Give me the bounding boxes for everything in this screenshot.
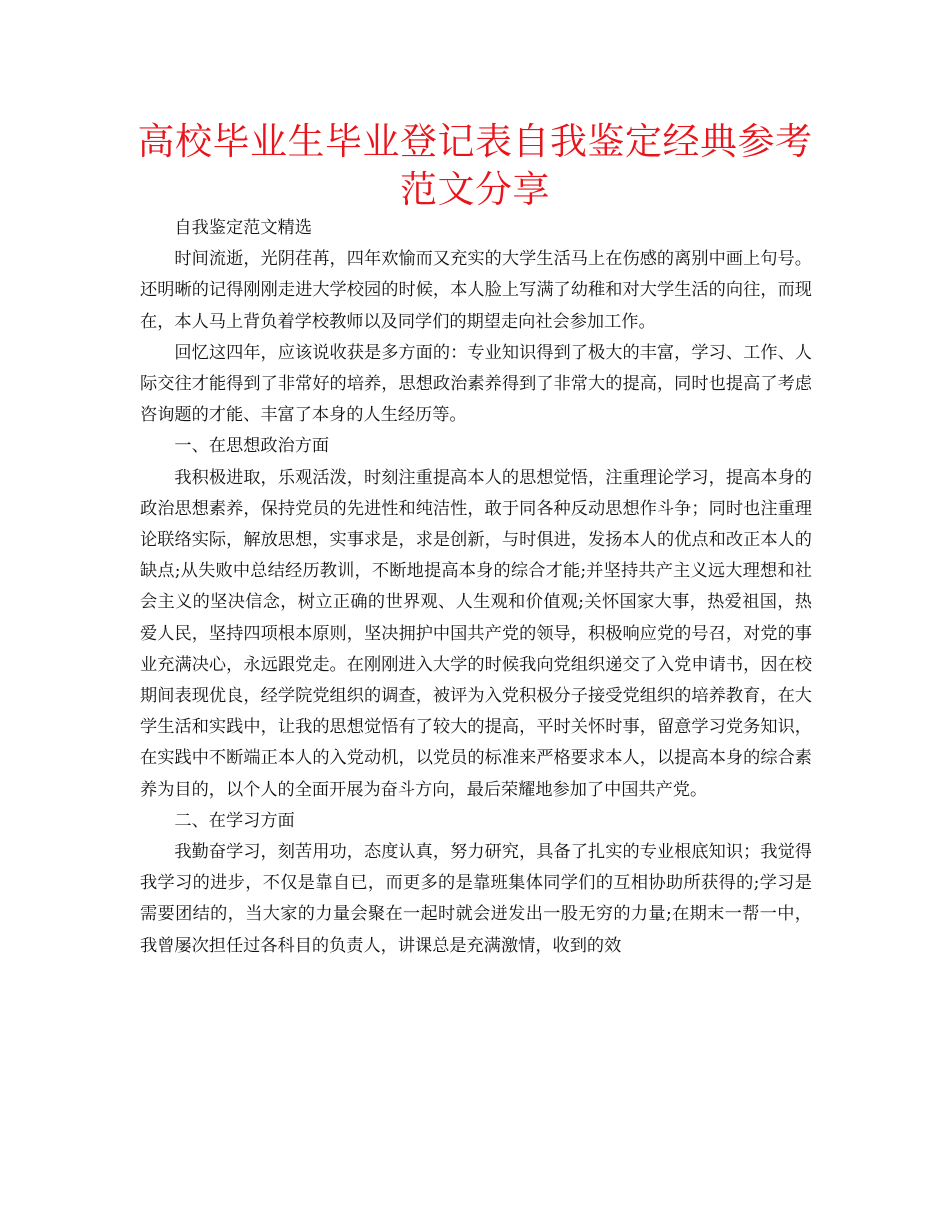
- paragraph: 时间流逝，光阴荏苒，四年欢愉而又充实的大学生活马上在伤感的离别中画上句号。还明晰的记得刚刚走进大学校园的时候，本人脸上写满了幼稚和对大学生活的向往，而现在，本人马上背负着学校教师以及同学们的期望走向社会参加工作。: [140, 249, 812, 332]
- section-heading: 二、在学习方面: [174, 810, 295, 831]
- paragraph-subtitle: 自我鉴定范文精选: [174, 218, 312, 238]
- paragraph: 回忆这四年，应该说收获是多方面的：专业知识得到了极大的丰富，学习、工作、人际交往才能得到了非常好的培养，思想政治素养得到了非常大的提高，同时也提高了考虑咨询题的才能、丰富了本身的人生经历等。: [140, 342, 812, 426]
- document-body: [140, 213, 812, 962]
- document-title: 高校毕业生毕业登记表自我鉴定经典参考范文分享: [137, 120, 813, 211]
- paragraph: 我积极进取，乐观活泼，时刻注重提高本人的思想觉悟，注重理论学习，提高本身的政治思想素养，保持党员的先进性和纯洁性，敢于同各种反动思想作斗争；同时也注重理论联络实际，解放思想，实事求是，求是创新，与时俱进，发扬本人的优点和改正本人的缺点;从失败中总结经历教训，不断地提高本身的综合才能;并坚持共产主义远大理想和社会主义的坚决信念，树立正确的世界观、人生观和价值观;关怀国家大事，热爱祖国，热爱人民，坚持四项根本原则，坚决拥护中国共产党的领导，积极响应党的号召，对党的事业充满决心，永远跟党走。在刚刚进入大学的时候我向党组织递交了入党申请书，因在校期间表现优良，经学院党组织的调查，被评为入党积极分子接受党组织的培养教育，在大学生活和实践中，让我的思想觉悟有了较大的提高，平时关怀时事，留意学习党务知识，在实践中不断端正本人的入党动机，以党员的标准来严格要求本人，以提高本身的综合素养为目的，以个人的全面开展为奋斗方向，最后荣耀地参加了中国共产党。: [140, 467, 812, 800]
- paragraph: 我勤奋学习，刻苦用功，态度认真，努力研究，具备了扎实的专业根底知识；我觉得我学习的进步，不仅是靠自已，而更多的是靠班集体同学们的互相协助所获得的;学习是需要团结的，当大家的力量会聚在一起时就会迸发出一股无穷的力量;在期末一帮一中，我曾屡次担任过各科目的负责人，讲课总是充满激情，收到的效: [140, 842, 812, 956]
- section-heading: 一、在思想政治方面: [174, 436, 330, 457]
